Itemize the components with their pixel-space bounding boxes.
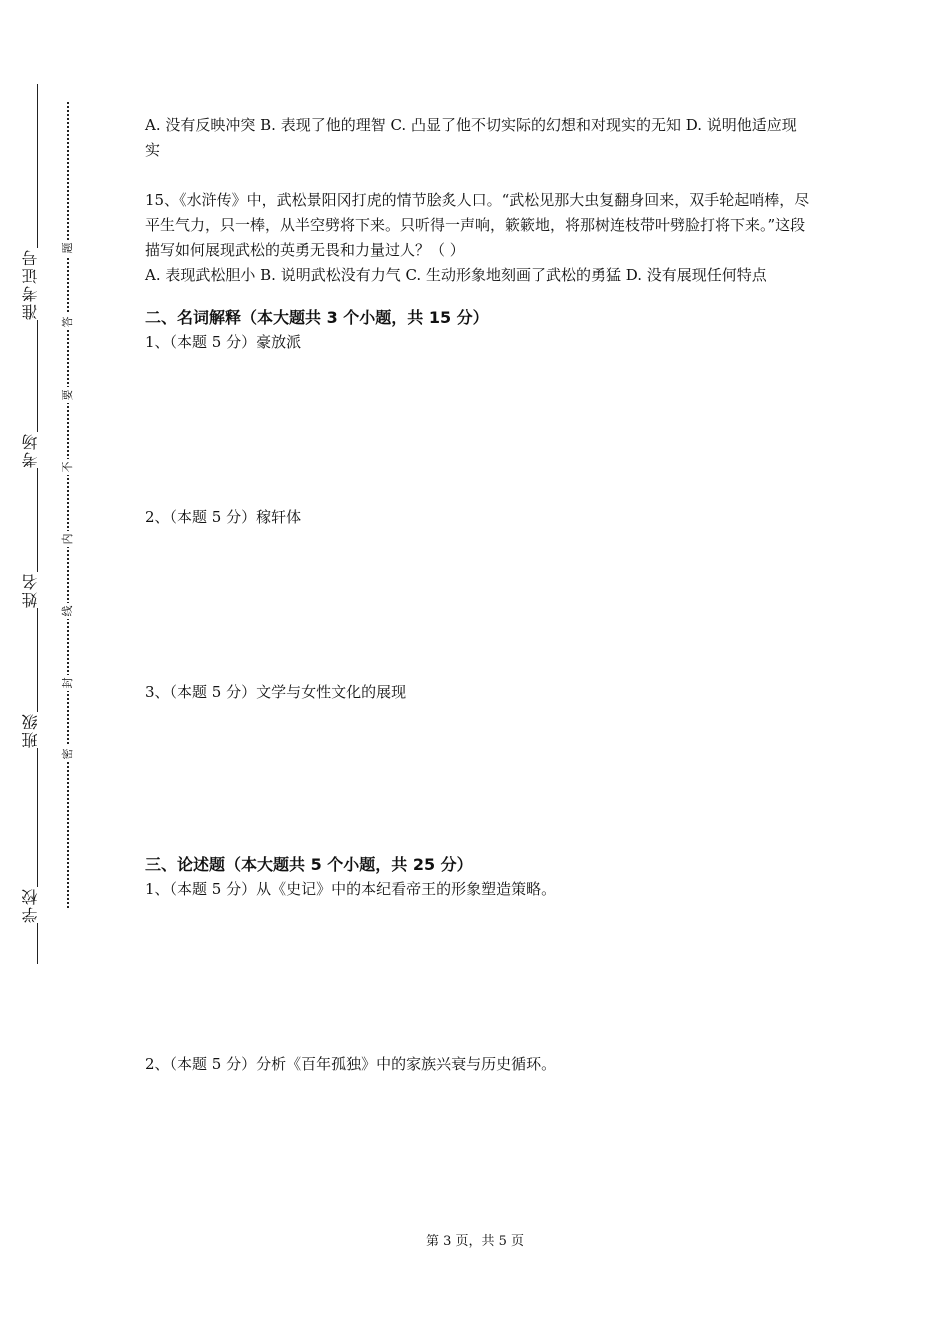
seal-char: 内 <box>60 531 76 547</box>
seal-dotted-line <box>67 102 69 908</box>
section2-item-1: 1、（本题 5 分）豪放派 <box>145 333 302 351</box>
section3-item-1: 1、（本题 5 分）从《史记》中的本纪看帝王的形象塑造策略。 <box>145 880 557 898</box>
section2-item-3: 3、（本题 5 分）文学与女性文化的展现 <box>145 683 407 701</box>
seal-char: 题 <box>60 240 76 256</box>
name-label: 姓名 <box>22 572 52 608</box>
section2-item-2: 2、（本题 5 分）稼轩体 <box>145 508 302 526</box>
exam-room-label: 考场 <box>22 432 52 468</box>
exam-id-label: 准考证号 <box>22 248 52 320</box>
seal-char: 不 <box>60 459 76 475</box>
seal-char: 封 <box>60 675 76 691</box>
q15-options: A. 表现武松胆小 B. 说明武松没有力气 C. 生动形象地刻画了武松的勇猛 D. 没有展现任何特点 <box>145 266 767 284</box>
binding-margin <box>0 0 110 1344</box>
section2-title: 二、名词解释（本大题共 3 个小题，共 15 分） <box>145 308 489 327</box>
seal-char: 线 <box>60 603 76 619</box>
exam-content <box>145 113 810 1077</box>
seal-char: 密 <box>60 746 76 762</box>
section3-item-2: 2、（本题 5 分）分析《百年孤独》中的家族兴衰与历史循环。 <box>145 1055 557 1073</box>
class-label: 班级 <box>22 712 52 748</box>
q15-stem: 15、《水浒传》中，武松景阳冈打虎的情节脍炙人口。“武松见那大虫复翻身回来，双手轮起哨棒，尽平生气力，只一棒，从半空劈将下来。只听得一声响，簌簌地，将那树连枝带叶劈脸打将下来。”这段描写如何展现武松的英勇无畏和力量过人？（ ） <box>145 191 810 259</box>
school-label: 学校 <box>22 887 52 923</box>
fill-in-line <box>37 84 38 964</box>
seal-char: 要 <box>60 387 76 403</box>
section3-title: 三、论述题（本大题共 5 个小题，共 25 分） <box>145 855 473 874</box>
seal-char: 答 <box>60 314 76 330</box>
q14-options: A. 没有反映冲突 B. 表现了他的理智 C. 凸显了他不切实际的幻想和对现实的无知 D. 说明他适应现实 <box>145 116 797 159</box>
page-number: 第 3 页，共 5 页 <box>425 1234 525 1249</box>
